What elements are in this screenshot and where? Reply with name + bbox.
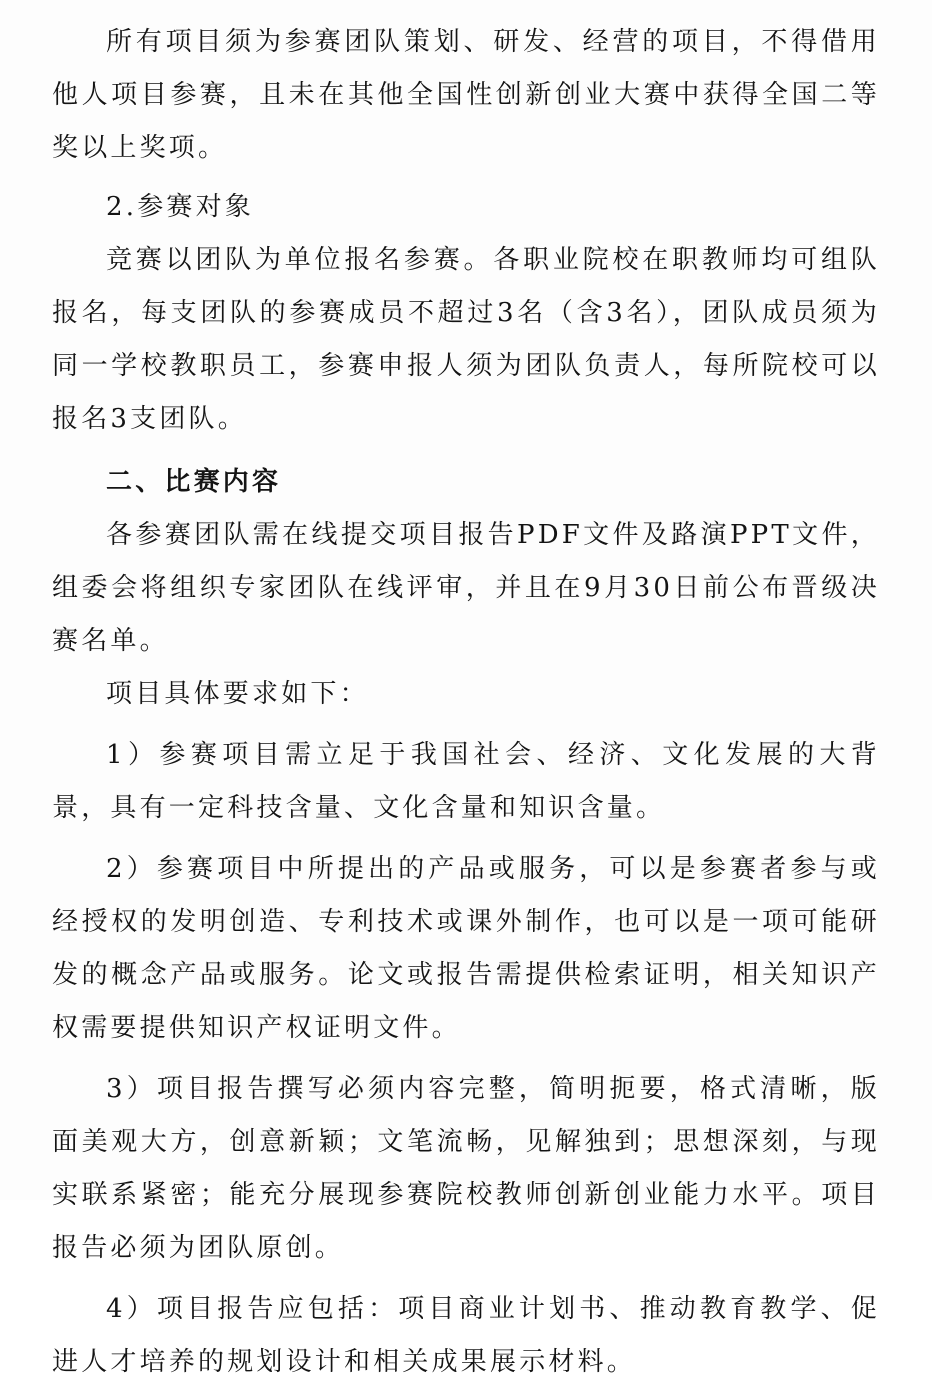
requirement-item-4: 4）项目报告应包括：项目商业计划书、推动教育教学、促进人才培养的规划设计和相关成果展示材料。 bbox=[52, 1294, 880, 1377]
subheading-participants: 2.参赛对象 bbox=[106, 192, 255, 222]
requirement-item-2: 2）参赛项目中所提出的产品或服务，可以是参赛者参与或经授权的发明创造、专利技术或课外制作，也可以是一项可能研发的概念产品或服务。论文或报告需提供检索证明，相关知识产权需要提供知识产权证明文件。 bbox=[52, 854, 880, 1043]
paragraph-requirements-intro: 项目具体要求如下： bbox=[106, 679, 369, 709]
requirement-item-3: 3）项目报告撰写必须内容完整，简明扼要，格式清晰，版面美观大方，创意新颖；文笔流畅，见解独到；思想深刻，与现实联系紧密；能充分展现参赛院校教师创新创业能力水平。项目报告必须为团队原创。 bbox=[52, 1074, 880, 1263]
paragraph-submission: 各参赛团队需在线提交项目报告PDF文件及路演PPT文件，组委会将组织专家团队在线评审，并且在9月30日前公布晋级决赛名单。 bbox=[52, 520, 880, 656]
paragraph-participants: 竞赛以团队为单位报名参赛。各职业院校在职教师均可组队报名，每支团队的参赛成员不超过3名（含3名），团队成员须为同一学校教职员工，参赛申报人须为团队负责人，每所院校可以报名3支团队。 bbox=[52, 245, 880, 434]
document-body bbox=[52, 16, 880, 1389]
paragraph-project-eligibility: 所有项目须为参赛团队策划、研发、经营的项目，不得借用他人项目参赛，且未在其他全国性创新创业大赛中获得全国二等奖以上奖项。 bbox=[52, 27, 880, 163]
requirement-item-1: 1）参赛项目需立足于我国社会、经济、文化发展的大背景，具有一定科技含量、文化含量和知识含量。 bbox=[52, 740, 880, 823]
section-heading-competition-content: 二、比赛内容 bbox=[106, 467, 282, 497]
